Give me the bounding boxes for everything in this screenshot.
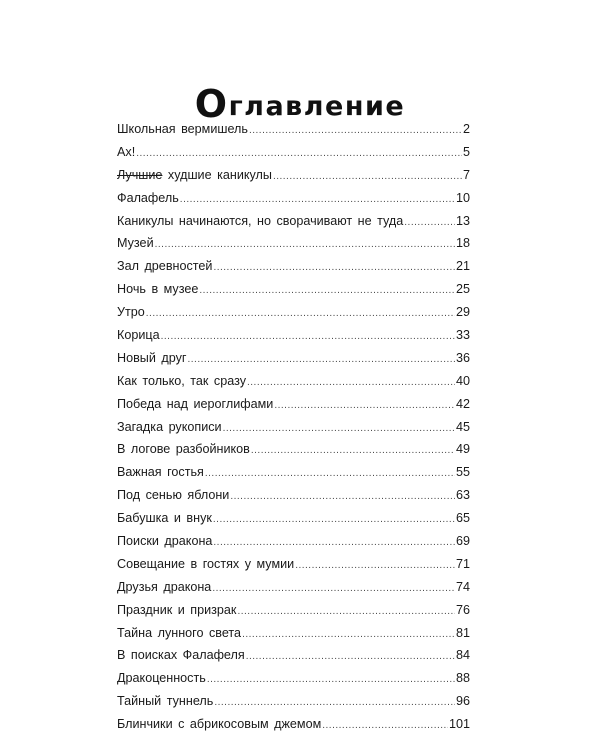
- toc-entry-title-text: Бабушка и внук: [117, 511, 212, 526]
- toc-leader-dots: [199, 280, 455, 303]
- toc-leader-dots: [213, 532, 455, 555]
- toc-entry-title: [117, 690, 213, 713]
- toc-entry-title: [117, 278, 198, 301]
- toc-entry: [117, 461, 470, 484]
- toc-entry-title-text: Зал древностей: [117, 259, 213, 274]
- toc-leader-dots: [404, 212, 455, 235]
- toc-leader-dots: [247, 372, 455, 395]
- toc-entry-page: 36: [455, 350, 470, 365]
- toc-entry: [117, 484, 470, 507]
- toc-leader-dots: [161, 326, 455, 349]
- toc-leader-dots: [187, 349, 455, 372]
- toc-entry-page: 55: [455, 465, 470, 480]
- toc-leader-dots: [205, 463, 455, 486]
- toc-entry-title: [117, 347, 186, 370]
- toc-entry: [117, 507, 470, 530]
- toc-entry-title-text: Совещание в гостях у мумии: [117, 556, 295, 571]
- toc-leader-dots: [251, 440, 455, 463]
- toc-entry: [117, 210, 470, 233]
- toc-leader-dots: [237, 601, 455, 624]
- toc-entry-title: [117, 713, 321, 736]
- toc-entry-title: [117, 393, 273, 416]
- toc-entry-title: [117, 164, 272, 187]
- title-rest: главление: [228, 91, 406, 123]
- toc-entry-page: 71: [455, 556, 470, 571]
- toc-entry-title: [117, 461, 204, 484]
- toc-entry-page: 88: [455, 671, 470, 686]
- table-of-contents: [117, 118, 470, 736]
- toc-leader-dots: [136, 143, 462, 166]
- toc-entry-title-text: Фалафель: [117, 190, 179, 205]
- toc-entry-page: 76: [455, 602, 470, 617]
- toc-entry-title-text: Дракоценность: [117, 671, 206, 686]
- toc-entry-page: 101: [448, 717, 470, 732]
- toc-entry-title-text: Праздник и призрак: [117, 602, 237, 617]
- toc-entry-page: 45: [455, 419, 470, 434]
- toc-entry: [117, 118, 470, 141]
- toc-leader-dots: [213, 509, 455, 532]
- toc-entry-title-text: Тайна лунного света: [117, 625, 242, 640]
- toc-entry-title: [117, 530, 212, 553]
- toc-entry: [117, 576, 470, 599]
- toc-entry-title-struck: Лучшие: [117, 167, 163, 182]
- toc-entry-page: 7: [462, 167, 470, 182]
- toc-entry-title: [117, 644, 245, 667]
- toc-entry-title-text: Новый друг: [117, 350, 187, 365]
- toc-entry-page: 10: [455, 190, 470, 205]
- toc-entry-page: 63: [455, 488, 470, 503]
- toc-entry-title: [117, 255, 212, 278]
- toc-entry: [117, 187, 470, 210]
- toc-entry: [117, 713, 470, 736]
- toc-entry-title-text: Важная гостья: [117, 465, 204, 480]
- toc-entry-title: [117, 141, 135, 164]
- toc-entry: [117, 393, 470, 416]
- toc-leader-dots: [246, 646, 455, 669]
- toc-leader-dots: [273, 166, 462, 189]
- toc-entry-title: [117, 599, 236, 622]
- toc-leader-dots: [214, 692, 455, 715]
- toc-entry-title-text: Друзья дракона: [117, 579, 212, 594]
- toc-entry: [117, 553, 470, 576]
- toc-entry-title: [117, 187, 179, 210]
- toc-entry-page: 81: [455, 625, 470, 640]
- toc-entry-title-text: Блинчики с абрикосовым джемом: [117, 717, 322, 732]
- toc-entry: [117, 164, 470, 187]
- toc-entry-title-text: Утро: [117, 305, 145, 320]
- toc-leader-dots: [230, 486, 455, 509]
- toc-entry: [117, 278, 470, 301]
- toc-entry: [117, 416, 470, 439]
- toc-entry-title: [117, 576, 211, 599]
- toc-entry: [117, 370, 470, 393]
- toc-entry-title-text: Тайный туннель: [117, 694, 214, 709]
- toc-leader-dots: [295, 555, 455, 578]
- toc-entry-title: [117, 438, 250, 461]
- toc-entry: [117, 599, 470, 622]
- toc-entry-title: [117, 301, 145, 324]
- toc-entry-title: [117, 324, 160, 347]
- toc-leader-dots: [223, 418, 455, 441]
- toc-entry: [117, 644, 470, 667]
- toc-entry-page: 18: [455, 236, 470, 251]
- toc-entry-title-text: В логове разбойников: [117, 442, 250, 457]
- toc-entry-page: 69: [455, 534, 470, 549]
- toc-entry-page: 96: [455, 694, 470, 709]
- toc-entry-title-text: Школьная вермишель: [117, 122, 248, 136]
- toc-entry: [117, 530, 470, 553]
- toc-entry-title: [117, 507, 212, 530]
- toc-entry-page: 13: [455, 213, 470, 228]
- toc-entry-title: [117, 118, 248, 141]
- toc-entry-title: [117, 484, 229, 507]
- toc-entry-page: 33: [455, 328, 470, 343]
- toc-entry-title: [117, 416, 222, 439]
- toc-entry: [117, 141, 470, 164]
- toc-entry-page: 2: [462, 122, 470, 136]
- toc-entry: [117, 438, 470, 461]
- toc-entry-title-text: В поисках Фалафеля: [117, 648, 245, 663]
- toc-entry-title-text: Под сенью яблони: [117, 488, 230, 503]
- title-first-letter: О: [194, 82, 229, 127]
- toc-leader-dots: [146, 303, 455, 326]
- toc-entry-title-text: Победа над иероглифами: [117, 396, 274, 411]
- toc-entry-page: 40: [455, 373, 470, 388]
- toc-entry-page: 74: [455, 579, 470, 594]
- toc-entry-title-text: Каникулы начинаются, но сворачивают не туда: [117, 213, 404, 228]
- toc-entry-page: 5: [462, 144, 470, 159]
- toc-leader-dots: [242, 624, 455, 647]
- toc-entry-page: 49: [455, 442, 470, 457]
- toc-leader-dots: [213, 257, 455, 280]
- toc-entry: [117, 232, 470, 255]
- toc-leader-dots: [155, 234, 455, 257]
- toc-entry-page: 65: [455, 511, 470, 526]
- toc-entry-title: [117, 622, 241, 645]
- toc-entry-title-text: Корица: [117, 328, 160, 343]
- toc-entry-page: 29: [455, 305, 470, 320]
- toc-entry-page: 25: [455, 282, 470, 297]
- toc-entry-title-text: Как только, так сразу: [117, 373, 246, 388]
- toc-entry-title-text: Загадка рукописи: [117, 419, 222, 434]
- toc-entry-title: [117, 210, 403, 233]
- toc-leader-dots: [249, 120, 462, 143]
- toc-entry-title: [117, 553, 294, 576]
- toc-entry-title: [117, 667, 206, 690]
- toc-entry: [117, 622, 470, 645]
- toc-entry-page: 21: [455, 259, 470, 274]
- toc-entry-title: [117, 232, 154, 255]
- toc-entry: [117, 301, 470, 324]
- toc-entry: [117, 324, 470, 347]
- toc-entry: [117, 347, 470, 370]
- toc-entry: [117, 255, 470, 278]
- toc-entry-page: 42: [455, 396, 470, 411]
- toc-entry-title-text: Ночь в музее: [117, 282, 199, 297]
- toc-entry-title-text: Поиски дракона: [117, 534, 213, 549]
- toc-leader-dots: [322, 715, 448, 738]
- toc-entry-title-text: Музей: [117, 236, 154, 251]
- toc-leader-dots: [212, 578, 455, 601]
- toc-entry-title-text: худшие каникулы: [162, 167, 272, 182]
- toc-entry-page: 84: [455, 648, 470, 663]
- toc-leader-dots: [180, 189, 455, 212]
- toc-entry-title-text: Ах!: [117, 144, 136, 159]
- toc-leader-dots: [274, 395, 455, 418]
- toc-entry-title: [117, 370, 246, 393]
- toc-entry: [117, 667, 470, 690]
- toc-leader-dots: [207, 669, 455, 692]
- toc-entry: [117, 690, 470, 713]
